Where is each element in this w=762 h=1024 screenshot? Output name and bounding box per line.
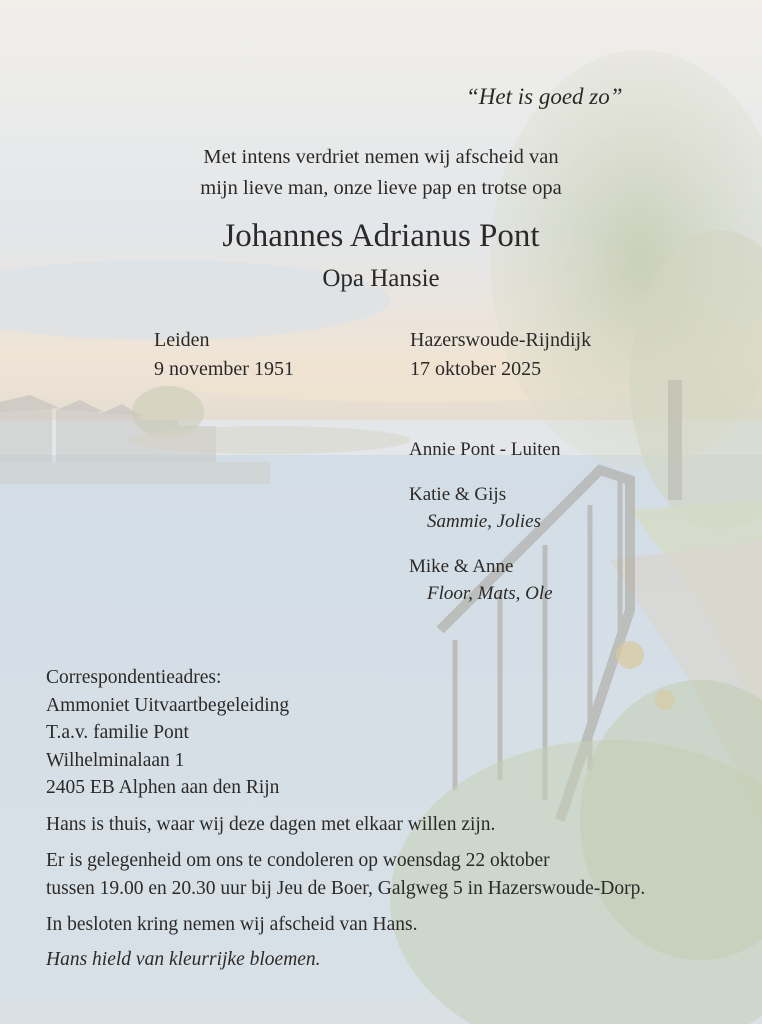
address-line: Ammoniet Uitvaartbegeleiding — [46, 694, 290, 716]
home-paragraph: Hans is thuis, waar wij deze dagen met elkaar willen zijn. — [46, 814, 496, 835]
private-farewell-paragraph: In besloten kring nemen wij afscheid van Hans. — [46, 914, 418, 935]
death-date: 17 oktober 2025 — [410, 358, 542, 380]
deceased-name: Johannes Adrianus Pont — [222, 218, 540, 254]
family-names: Annie Pont - Luiten — [409, 439, 561, 460]
address-label: Correspondentieadres: — [46, 667, 222, 688]
family-entry — [409, 481, 541, 535]
grandchildren-names: Floor, Mats, Ole — [427, 583, 553, 604]
address-line: Wilhelminalaan 1 — [46, 749, 185, 771]
intro-text — [0, 142, 762, 204]
correspondence-address — [46, 664, 289, 802]
family-entry — [409, 553, 553, 607]
motto-quote: “Het is goed zo” — [466, 84, 623, 109]
birth-date: 9 november 1951 — [154, 358, 294, 380]
grandchildren-names: Sammie, Jolies — [427, 511, 541, 532]
address-line: 2405 EB Alphen aan den Rijn — [46, 777, 280, 798]
condolence-paragraph — [46, 847, 645, 902]
death-info — [410, 326, 591, 384]
flowers-note: Hans hield van kleurrijke bloemen. — [46, 949, 321, 970]
birth-place: Leiden — [154, 329, 210, 351]
death-place: Hazerswoude-Rijndijk — [410, 329, 592, 351]
family-names: Katie & Gijs — [409, 484, 507, 505]
family-entry — [409, 436, 560, 463]
intro-line: Met intens verdriet nemen wij afscheid van — [203, 146, 559, 168]
address-line: T.a.v. familie Pont — [46, 722, 189, 743]
deceased-nickname: Opa Hansie — [322, 265, 440, 292]
birth-info — [154, 326, 294, 384]
intro-line: mijn lieve man, onze lieve pap en trotse opa — [200, 177, 562, 199]
family-names: Mike & Anne — [409, 556, 514, 577]
condolence-line: tussen 19.00 en 20.30 uur bij Jeu de Boer, Galgweg 5 in Hazerswoude-Dorp. — [46, 877, 646, 899]
condolence-line: Er is gelegenheid om ons te condoleren op woensdag 22 oktober — [46, 850, 550, 871]
